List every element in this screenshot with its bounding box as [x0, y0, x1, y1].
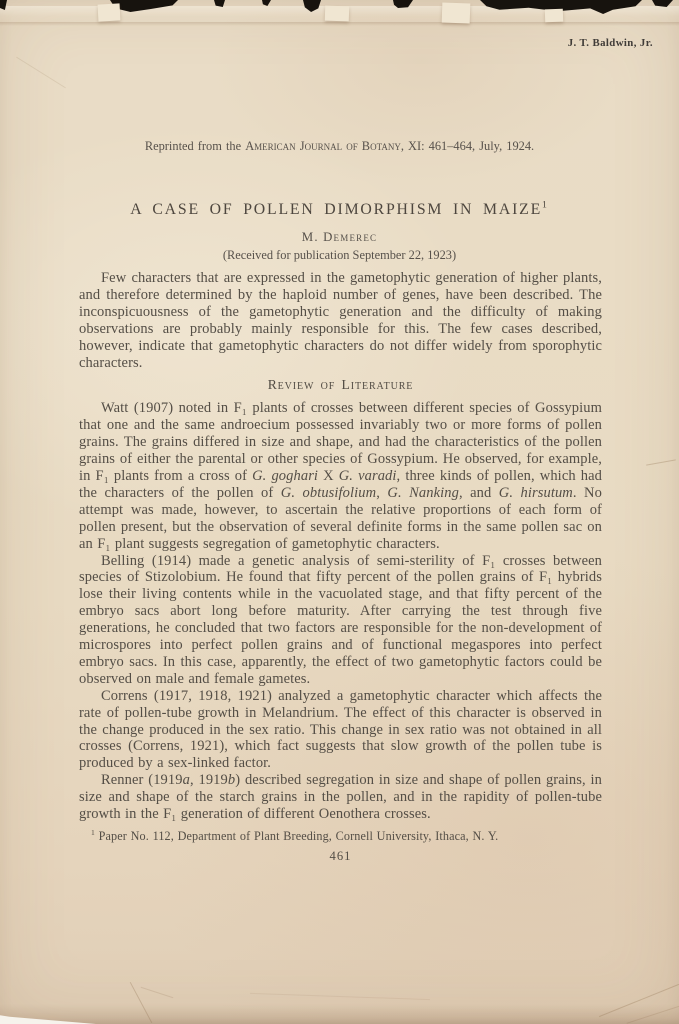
- received-date-line: (Received for publication September 22, 1923): [222, 248, 457, 262]
- reprint-citation-line: Reprinted from the American Journal of Botany, XI: 461–464, July, 1924.: [144, 139, 535, 153]
- paper-title: A CASE OF POLLEN DIMORPHISM IN MAIZE$^1$: [130, 199, 549, 218]
- folded-paper-tab: [545, 9, 563, 23]
- paper-crease: [646, 459, 676, 465]
- torn-edge-shadow: [0, 22, 679, 26]
- paragraph-renner: Renner (1919a, 1919b) described segregation in size and shape of pollen grains, in size and shape of the starch grains in the pollen, and in the rapidity of pollen-tube growth in the F₁ generation of different Oenothera crosses.: [79, 772, 602, 823]
- owner-stamp: J. T. Baldwin, Jr.: [567, 37, 653, 49]
- section-heading-review-of-literature: Review of Literature: [267, 377, 414, 393]
- folded-paper-tab: [325, 6, 350, 22]
- paragraph-correns: Correns (1917, 1918, 1921) analyzed a gametophytic character which affects the rate of pollen-tube growth in Melandrium. The effect of this character is observed in the change produced in the sex ratio. This change in sex ratio was not obtained in all crosses (Correns, 1921), which fact suggests that slow growth of the pollen tube is produced by a sex-linked factor.: [79, 687, 602, 772]
- article-body: [79, 270, 602, 864]
- paper-crease: [250, 993, 430, 1000]
- folded-paper-tab: [98, 3, 121, 21]
- paragraph-watt: Watt (1907) noted in F₁ plants of crosses between different species of Gossypium that one and the same androecium possessed invariably two or more forms of pollen grains. The grains differed in size and shape, and had the characteristics of the pollen grains of either the parental or other species of Gossypium. He observed, for example, in F₁ plants from a cross of G. goghari X G. varadi, three kinds of pollen, which had the characters of the pollen of G. obtusifolium, G. Nanking, and G. hirsutum. No attempt was made, however, to ascertain the relative proportions of each form of pollen present, but the observation of several definite forms in the same pollen sac on an F₁ plant suggests segregation of gametophytic characters.: [79, 400, 602, 552]
- bottom-fold-shading: [0, 1004, 679, 1024]
- paragraph-belling: Belling (1914) made a genetic analysis of semi-sterility of F₁ crosses between species of Stizolobium. He found that fifty percent of the pollen grains of F₁ hybrids lose their living contents while in the vacuolated stage, and that fifty percent of the embryo sacs abort long before maturity. After carrying the test through five generations, he concluded that two factors are responsible for the non-development of microspores into perfect pollen grains and of functional megaspores into perfect embryo sacs. In this case, apparently, the effect of two gametophytic factors could be observed on male and female gametes.: [79, 552, 602, 687]
- paper-crease: [16, 57, 66, 89]
- page-number: 461: [329, 848, 352, 863]
- footnote: $^1$ Paper No. 112, Department of Plant Breeding, Cornell University, Ithaca, N. Y.: [91, 827, 499, 843]
- paragraph-intro: Few characters that are expressed in the gametophytic generation of higher plants, and therefore determined by the haploid number of genes, have been described. The inconspicuousness of the gametophytic generation and the difficulty of making observations are probably mainly responsible for this. The few cases described, however, indicate that gametophytic characters do not differ widely from sporophytic characters.: [79, 270, 602, 371]
- folded-paper-tab: [442, 3, 471, 24]
- paper-crease: [141, 987, 174, 998]
- author-name: M. Demerec: [301, 230, 378, 244]
